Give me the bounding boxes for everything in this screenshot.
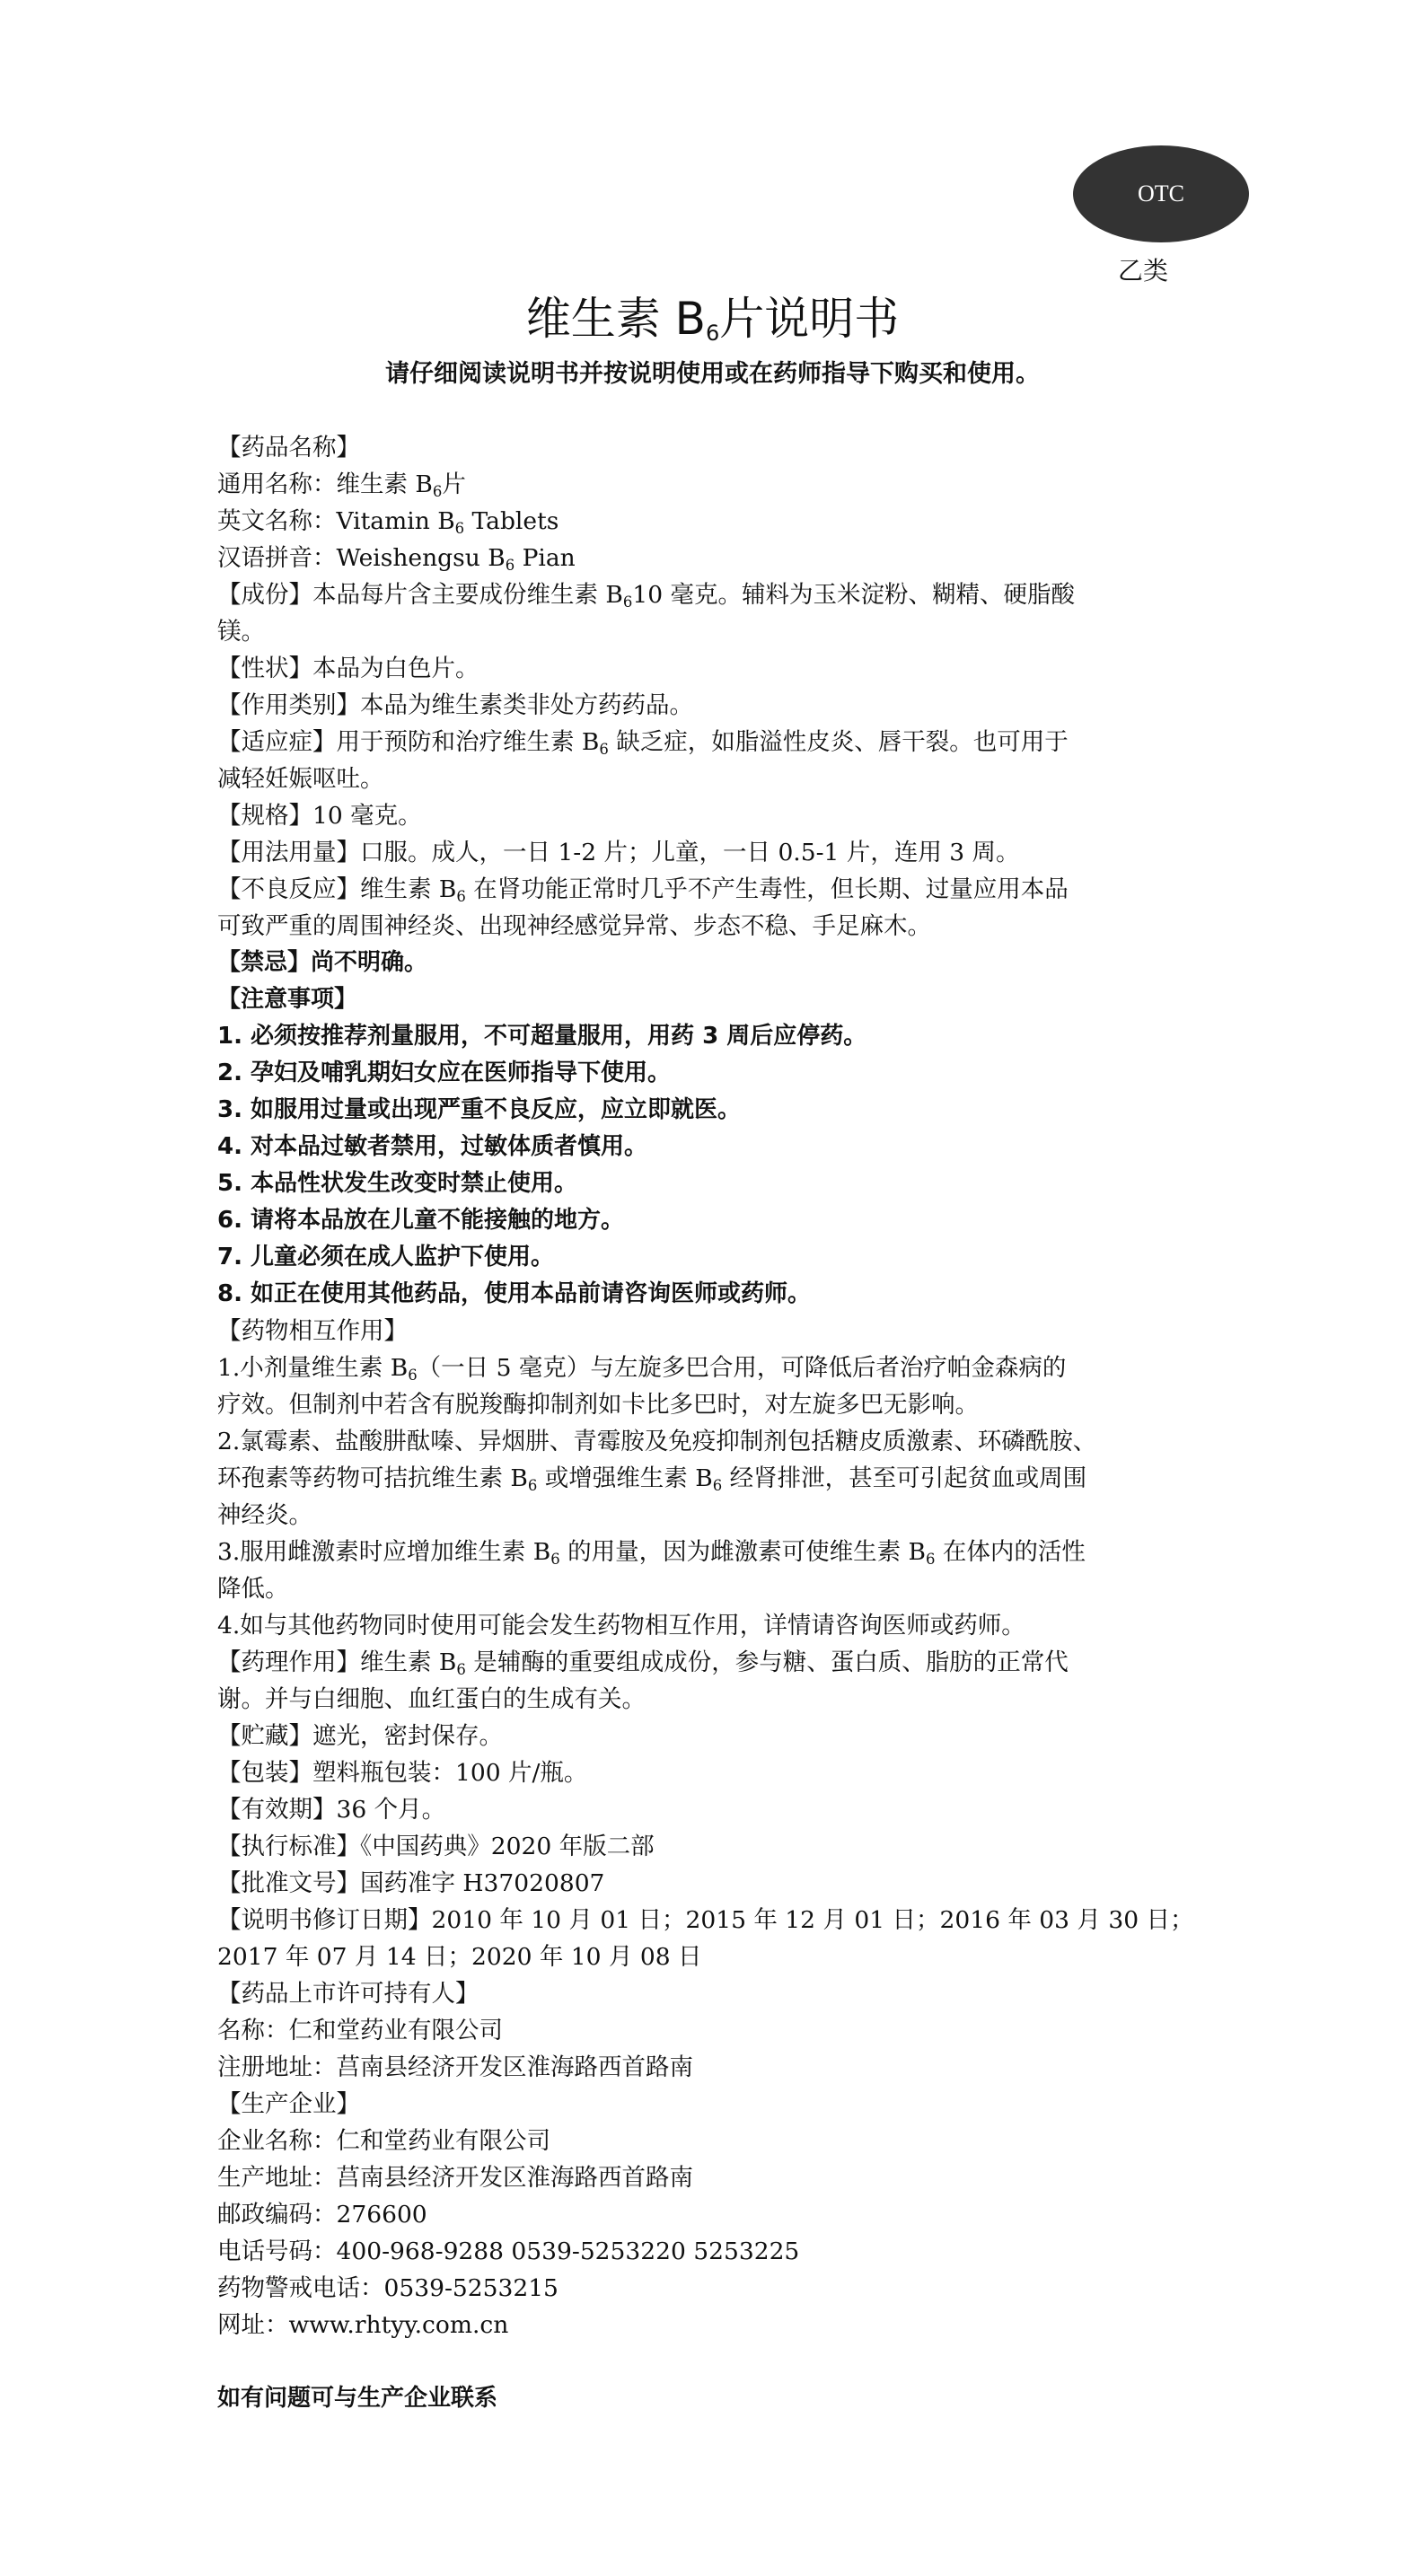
text-line bbox=[217, 1350, 1245, 1386]
line-text: 【说明书修订日期】2010 年 10 月 01 日；2015 年 12 月 01 日；2016 年 03 月 30 日； bbox=[217, 1906, 1194, 1934]
otc-badge-label: OTC bbox=[1138, 180, 1184, 207]
leaflet-body bbox=[217, 429, 1245, 2417]
text-line bbox=[217, 1460, 1245, 1497]
line-text: 【药品上市许可持有人】 bbox=[217, 1980, 479, 2008]
text-line bbox=[217, 1828, 1245, 1865]
text-line bbox=[217, 2049, 1245, 2086]
text-line bbox=[217, 2233, 1245, 2270]
text-line bbox=[217, 2012, 1245, 2049]
line-text: 注册地址：莒南县经济开发区淮海路西首路南 bbox=[217, 2053, 693, 2081]
text-line bbox=[217, 797, 1245, 834]
subscript: 6 bbox=[456, 887, 466, 905]
line-text: 2.氯霉素、盐酸肼酞嗪、异烟肼、青霉胺及免疫抑制剂包括糖皮质激素、环磷酰胺、 bbox=[217, 1428, 1097, 1455]
line-text: 【禁忌】尚不明确。 bbox=[217, 949, 428, 976]
line-text: 5. 本品性状发生改变时禁止使用。 bbox=[217, 1170, 578, 1197]
line-text: 4. 对本品过敏者禁用，过敏体质者慎用。 bbox=[217, 1133, 648, 1160]
text-line bbox=[217, 540, 1245, 576]
line-text: 8. 如正在使用其他药品，使用本品前请咨询医师或药师。 bbox=[217, 1280, 812, 1307]
text-line bbox=[217, 2196, 1245, 2233]
text-line bbox=[217, 576, 1245, 613]
line-text: 在体内的活性 bbox=[935, 1538, 1086, 1566]
subscript: 6 bbox=[550, 1550, 560, 1568]
text-line bbox=[217, 1055, 1245, 1092]
text-line bbox=[217, 834, 1245, 871]
line-text: 网址：www.rhtyy.com.cn bbox=[217, 2311, 509, 2339]
line-text: 疗效。但制剂中若含有脱羧酶抑制剂如卡比多巴时，对左旋多巴无影响。 bbox=[217, 1391, 979, 1419]
line-text: （一日 5 毫克）与左旋多巴合用，可降低后者治疗帕金森病的 bbox=[417, 1354, 1067, 1382]
line-text: 或增强维生素 B bbox=[537, 1464, 713, 1492]
line-text: 通用名称：维生素 B bbox=[217, 470, 433, 498]
subscript: 6 bbox=[527, 1476, 538, 1494]
text-line bbox=[217, 1092, 1245, 1129]
subscript: 6 bbox=[599, 740, 609, 758]
text-line bbox=[217, 687, 1245, 724]
line-text: 【有效期】36 个月。 bbox=[217, 1796, 446, 1824]
text-line bbox=[217, 1644, 1245, 1681]
text-line bbox=[217, 1276, 1245, 1313]
text-line bbox=[217, 1939, 1245, 1975]
line-text: 减轻妊娠呕吐。 bbox=[217, 765, 384, 793]
line-text: 镁。 bbox=[217, 618, 265, 646]
otc-badge bbox=[1073, 145, 1249, 242]
text-line bbox=[217, 760, 1245, 797]
line-text: 环孢素等药物可拮抗维生素 B bbox=[217, 1464, 528, 1492]
otc-class-label: 乙类 bbox=[1118, 256, 1169, 286]
line-text: 【作用类别】本品为维生素类非处方药药品。 bbox=[217, 691, 693, 719]
line-text: 降低。 bbox=[217, 1575, 289, 1603]
line-text: 在肾功能正常时几乎不产生毒性，但长期、过量应用本品 bbox=[465, 875, 1069, 903]
text-line bbox=[217, 1975, 1245, 2012]
text-line bbox=[217, 945, 1245, 981]
line-text: 【药品名称】 bbox=[217, 434, 360, 462]
line-text: 【性状】本品为白色片。 bbox=[217, 655, 479, 682]
line-text: 电话号码：400-968-9288 0539-5253220 5253225 bbox=[217, 2238, 800, 2265]
subscript: 6 bbox=[712, 1476, 723, 1494]
line-text: 可致严重的周围神经炎、出现神经感觉异常、步态不稳、手足麻木。 bbox=[217, 912, 931, 940]
text-line bbox=[217, 1865, 1245, 1902]
line-text: Tablets bbox=[464, 507, 559, 535]
line-text: 2. 孕妇及哺乳期妇女应在医师指导下使用。 bbox=[217, 1059, 672, 1086]
blank-line bbox=[217, 2343, 1245, 2380]
text-line bbox=[217, 1202, 1245, 1239]
line-text: 1.小剂量维生素 B bbox=[217, 1354, 409, 1382]
text-line bbox=[217, 2307, 1245, 2343]
text-line bbox=[217, 1239, 1245, 1276]
line-text: 名称：仁和堂药业有限公司 bbox=[217, 2017, 503, 2044]
page-title bbox=[0, 287, 1425, 350]
subscript: 6 bbox=[925, 1550, 936, 1568]
line-text: 【药物相互作用】 bbox=[217, 1317, 408, 1345]
text-line bbox=[217, 1718, 1245, 1754]
line-text: 3. 如服用过量或出现严重不良反应，应立即就医。 bbox=[217, 1096, 742, 1123]
subscript: 6 bbox=[622, 593, 633, 611]
line-text: 如有问题可与生产企业联系 bbox=[217, 2385, 498, 2412]
text-line bbox=[217, 981, 1245, 1018]
line-text: Pian bbox=[515, 544, 576, 572]
line-text: 【生产企业】 bbox=[217, 2090, 360, 2118]
line-text: 生产地址：莒南县经济开发区淮海路西首路南 bbox=[217, 2164, 693, 2192]
text-line bbox=[217, 613, 1245, 650]
text-line bbox=[217, 429, 1245, 466]
text-line bbox=[217, 1018, 1245, 1055]
text-line bbox=[217, 2380, 1245, 2417]
line-text: 谢。并与白细胞、血红蛋白的生成有关。 bbox=[217, 1685, 646, 1713]
text-line bbox=[217, 1791, 1245, 1828]
text-line bbox=[217, 1607, 1245, 1644]
line-text: 3.服用雌激素时应增加维生素 B bbox=[217, 1538, 551, 1566]
text-line bbox=[217, 1681, 1245, 1718]
text-line bbox=[217, 1754, 1245, 1791]
subscript: 6 bbox=[408, 1366, 418, 1384]
text-line bbox=[217, 2159, 1245, 2196]
line-text: 英文名称：Vitamin B bbox=[217, 507, 455, 535]
line-text: 邮政编码：276600 bbox=[217, 2201, 427, 2229]
text-line bbox=[217, 1423, 1245, 1460]
line-text: 2017 年 07 月 14 日；2020 年 10 月 08 日 bbox=[217, 1943, 702, 1971]
text-line bbox=[217, 503, 1245, 540]
text-line bbox=[217, 1313, 1245, 1350]
text-line bbox=[217, 724, 1245, 760]
text-line bbox=[217, 1386, 1245, 1423]
line-text: 【规格】10 毫克。 bbox=[217, 802, 422, 830]
line-text: 【药理作用】维生素 B bbox=[217, 1648, 457, 1676]
line-text: 经肾排泄，甚至可引起贫血或周围 bbox=[722, 1464, 1087, 1492]
line-text: 【贮藏】遮光，密封保存。 bbox=[217, 1722, 503, 1750]
line-text: 缺乏症，如脂溢性皮炎、唇干裂。也可用于 bbox=[608, 728, 1069, 756]
line-text: 汉语拼音：Weishengsu B bbox=[217, 544, 506, 572]
line-text: 10 毫克。辅料为玉米淀粉、糊精、硬脂酸 bbox=[632, 581, 1076, 609]
line-text: 是辅酶的重要组成成份，参与糖、蛋白质、脂肪的正常代 bbox=[465, 1648, 1069, 1676]
line-text: 【成份】本品每片含主要成份维生素 B bbox=[217, 581, 623, 609]
text-line bbox=[217, 1129, 1245, 1165]
page-subtitle: 请仔细阅读说明书并按说明使用或在药师指导下购买和使用。 bbox=[385, 360, 1040, 388]
line-text: 6. 请将本品放在儿童不能接触的地方。 bbox=[217, 1207, 625, 1234]
title-text-end: 片说明书 bbox=[719, 293, 900, 345]
line-text: 【适应症】用于预防和治疗维生素 B bbox=[217, 728, 600, 756]
text-line bbox=[217, 466, 1245, 503]
line-text: 【批准文号】国药准字 H37020807 bbox=[217, 1869, 605, 1897]
line-text: 的用量，因为雌激素可使维生素 B bbox=[559, 1538, 926, 1566]
subscript: 6 bbox=[456, 1660, 466, 1678]
text-line bbox=[217, 871, 1245, 908]
text-line bbox=[217, 1497, 1245, 1534]
title-subscript: 6 bbox=[705, 321, 720, 347]
line-text: 企业名称：仁和堂药业有限公司 bbox=[217, 2127, 550, 2155]
subscript: 6 bbox=[454, 519, 465, 537]
text-line bbox=[217, 2270, 1245, 2307]
line-text: 7. 儿童必须在成人监护下使用。 bbox=[217, 1244, 555, 1270]
line-text: 4.如与其他药物同时使用可能会发生药物相互作用，详情请咨询医师或药师。 bbox=[217, 1612, 1025, 1640]
subscript: 6 bbox=[505, 556, 515, 574]
line-text: 【执行标准】《中国药典》2020 年版二部 bbox=[217, 1833, 655, 1860]
text-line bbox=[217, 908, 1245, 945]
line-text: 片 bbox=[442, 470, 466, 498]
line-text: 【不良反应】维生素 B bbox=[217, 875, 457, 903]
line-text: 【注意事项】 bbox=[217, 986, 358, 1013]
subscript: 6 bbox=[432, 482, 443, 500]
text-line bbox=[217, 650, 1245, 687]
line-text: 【包装】塑料瓶包装：100 片/瓶。 bbox=[217, 1759, 588, 1787]
text-line bbox=[217, 1902, 1245, 1939]
line-text: 1. 必须按推荐剂量服用，不可超量服用，用药 3 周后应停药。 bbox=[217, 1023, 867, 1050]
line-text: 药物警戒电话：0539-5253215 bbox=[217, 2274, 559, 2302]
text-line bbox=[217, 2123, 1245, 2159]
title-text: 维生素 B bbox=[525, 293, 706, 345]
line-text: 【用法用量】口服。成人，一日 1-2 片；儿童，一日 0.5-1 片，连用 3 周。 bbox=[217, 839, 1020, 866]
line-text: 神经炎。 bbox=[217, 1501, 312, 1529]
text-line bbox=[217, 1570, 1245, 1607]
text-line bbox=[217, 2086, 1245, 2123]
text-line bbox=[217, 1534, 1245, 1570]
text-line bbox=[217, 1165, 1245, 1202]
